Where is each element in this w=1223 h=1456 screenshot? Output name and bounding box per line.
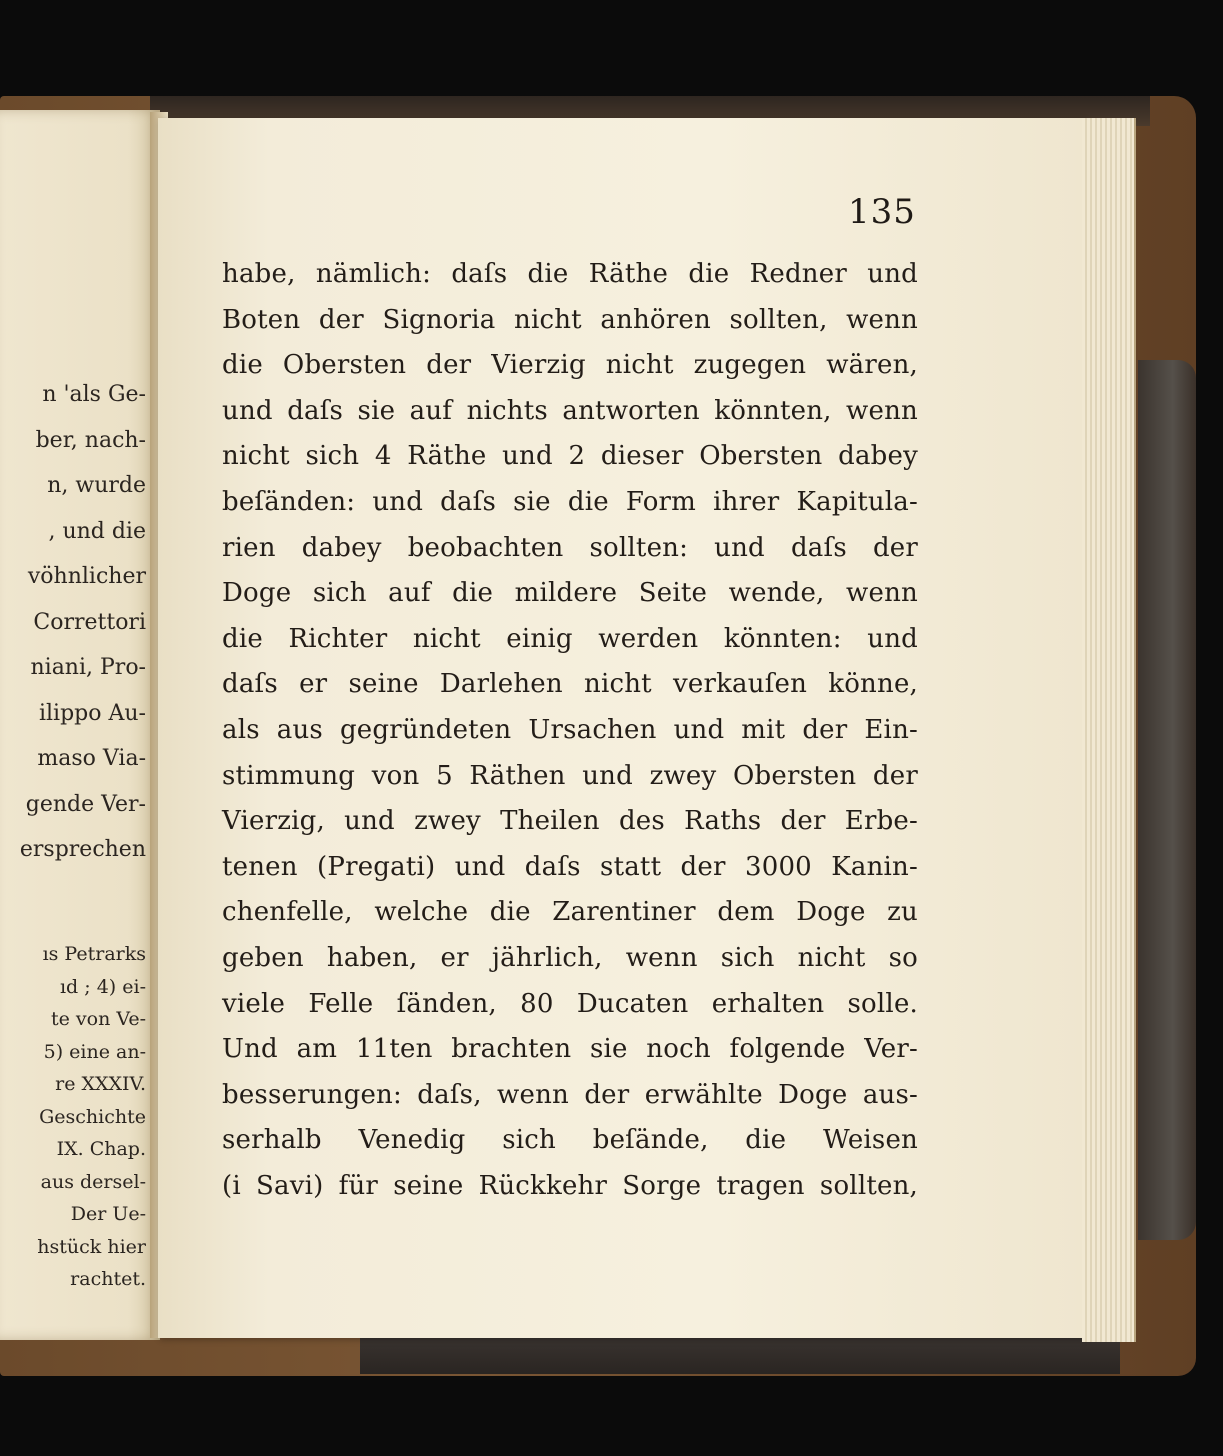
text-line: Und am 11ten brachten sie noch folgende Ver- <box>222 1034 918 1065</box>
left-footnote-line: hstück hier <box>37 1235 146 1258</box>
page-number: 135 <box>848 192 916 232</box>
left-footnote-line: ıd ; 4) ei- <box>59 975 146 998</box>
left-text-line: n 'als Ge- <box>42 382 146 407</box>
left-page-upper-text <box>20 372 146 873</box>
text-line: Doge sich auf die mildere Seite wende, wenn <box>222 578 918 609</box>
left-footnote-line: ıs Petrarks <box>42 943 146 965</box>
left-text-line: , und die <box>48 518 146 544</box>
right-page-body-text <box>222 252 918 1209</box>
left-footnote-line: re XXXIV. <box>55 1073 146 1095</box>
text-line: habe, nämlich: daſs die Räthe die Redner und <box>222 259 918 289</box>
text-line: die Obersten der Vierzig nicht zugegen wären, <box>222 350 918 381</box>
text-line: serhalb Venedig sich beſände, die Weisen <box>222 1125 918 1156</box>
text-line: Vierzig, und zwey Theilen des Raths der Erbe- <box>222 806 918 837</box>
left-footnote-line: te von Ve- <box>50 1008 146 1030</box>
left-footnote-line: Geschichte <box>39 1105 146 1128</box>
left-text-line: ilippo Au- <box>38 700 146 726</box>
text-line: als aus gegründeten Ursachen und mit der Ein- <box>222 714 918 745</box>
left-text-line: ersprechen <box>19 837 146 862</box>
text-line: besserungen: daſs, wenn der erwählte Doge aus- <box>222 1079 918 1110</box>
text-line: tenen (Pregati) und daſs statt der 3000 Kanin- <box>222 851 918 882</box>
page-edges <box>1082 118 1136 1342</box>
text-line: viele Felle ſänden, 80 Ducaten erhalten solle. <box>222 988 918 1019</box>
text-line: daſs er seine Darlehen nicht verkauſen könne, <box>222 669 918 700</box>
left-text-line: gende Ver- <box>25 791 146 817</box>
left-footnote-line: IX. Chap. <box>56 1138 146 1160</box>
left-text-line: Correttori <box>33 609 146 635</box>
text-line: (i Savi) für seine Rückkehr Sorge tragen sollten, <box>222 1170 918 1201</box>
cover-worn-edge <box>1138 360 1196 1240</box>
text-line: und daſs sie auf nichts antworten könnten, wenn <box>222 395 918 426</box>
left-footnote-line: rachtet. <box>70 1268 146 1290</box>
text-line: rien dabey beobachten sollten: und daſs der <box>222 532 918 563</box>
text-line: stimmung von 5 Räthen und zwey Obersten der <box>222 760 918 791</box>
left-text-line: maso Via- <box>37 746 146 771</box>
left-text-line: ber, nach- <box>35 427 146 453</box>
left-page-footnotes <box>37 938 146 1296</box>
text-line: chenfelle, welche die Zarentiner dem Doge zu <box>222 897 918 928</box>
text-line: Boten der Signoria nicht anhören sollten, wenn <box>222 304 918 335</box>
text-line: beſänden: und daſs sie die Form ihrer Kapitula- <box>222 486 918 517</box>
text-line: nicht sich 4 Räthe und 2 dieser Obersten dabey <box>222 441 918 472</box>
left-text-line: n, wurde <box>47 473 146 498</box>
left-footnote-line: Der Ue- <box>70 1203 146 1225</box>
left-text-line: vöhnlicher <box>27 564 146 589</box>
left-text-line: niani, Pro- <box>30 655 146 680</box>
left-footnote-line: 5) eine an- <box>43 1040 146 1063</box>
left-page <box>0 110 160 1340</box>
text-line: die Richter nicht einig werden könnten: und <box>222 623 918 654</box>
text-line: geben haben, er jährlich, wenn sich nicht so <box>222 942 918 973</box>
left-footnote-line: aus dersel- <box>40 1170 146 1193</box>
cover-bottom-binding <box>360 1336 1120 1374</box>
